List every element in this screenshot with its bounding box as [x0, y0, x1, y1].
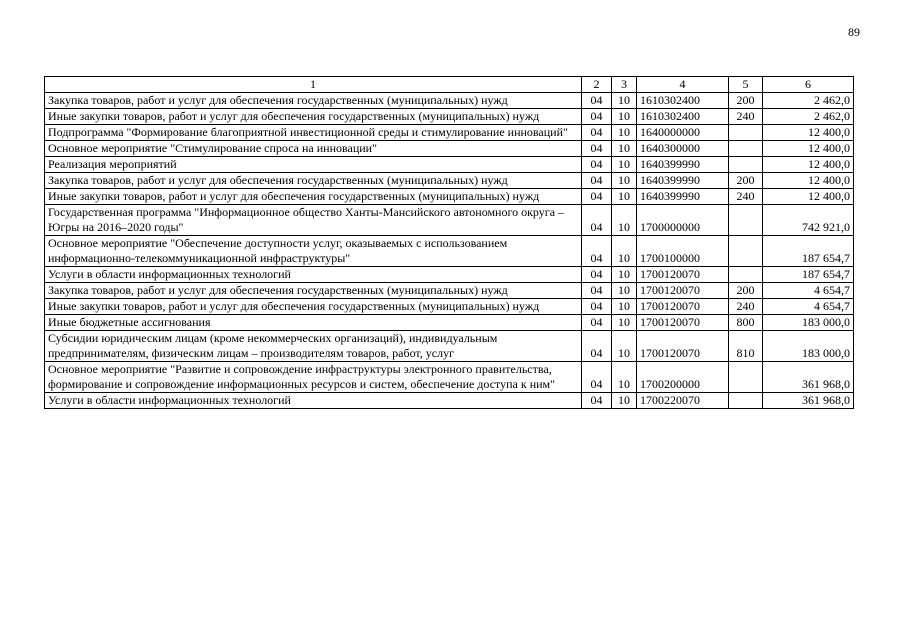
row-target-code: 1610302400	[637, 93, 729, 109]
row-name: Иные закупки товаров, работ и услуг для обеспечения государственных (муниципальных) нужд	[45, 109, 582, 125]
row-target-code: 1640000000	[637, 125, 729, 141]
column-header-amount: 6	[763, 77, 854, 93]
table-row	[45, 267, 854, 283]
row-amount: 12 400,0	[763, 125, 854, 141]
row-expense-type	[729, 267, 763, 283]
row-subsection: 10	[612, 393, 637, 409]
table-header-row	[45, 77, 854, 93]
page-number: 89	[848, 25, 860, 39]
row-name: Закупка товаров, работ и услуг для обеспечения государственных (муниципальных) нужд	[45, 283, 582, 299]
row-name: Основное мероприятие "Стимулирование спроса на инновации"	[45, 141, 582, 157]
row-amount: 183 000,0	[763, 315, 854, 331]
row-amount: 187 654,7	[763, 236, 854, 267]
row-section: 04	[582, 283, 612, 299]
row-target-code: 1700100000	[637, 236, 729, 267]
table-row	[45, 236, 854, 267]
row-name: Иные закупки товаров, работ и услуг для обеспечения государственных (муниципальных) нужд	[45, 299, 582, 315]
row-section: 04	[582, 125, 612, 141]
row-amount: 2 462,0	[763, 109, 854, 125]
table-row	[45, 141, 854, 157]
column-header-section: 2	[582, 77, 612, 93]
row-section: 04	[582, 157, 612, 173]
row-amount: 187 654,7	[763, 267, 854, 283]
row-amount: 12 400,0	[763, 157, 854, 173]
row-section: 04	[582, 205, 612, 236]
row-subsection: 10	[612, 267, 637, 283]
row-expense-type	[729, 157, 763, 173]
row-section: 04	[582, 109, 612, 125]
row-name: Подпрограмма "Формирование благоприятной инвестиционной среды и стимулирование инноваций"	[45, 125, 582, 141]
row-section: 04	[582, 93, 612, 109]
table-row	[45, 283, 854, 299]
row-section: 04	[582, 393, 612, 409]
row-subsection: 10	[612, 205, 637, 236]
row-expense-type	[729, 393, 763, 409]
table-row	[45, 125, 854, 141]
table-row	[45, 315, 854, 331]
row-target-code: 1700120070	[637, 331, 729, 362]
row-subsection: 10	[612, 141, 637, 157]
row-section: 04	[582, 299, 612, 315]
table-row	[45, 189, 854, 205]
row-expense-type	[729, 125, 763, 141]
row-expense-type	[729, 205, 763, 236]
row-section: 04	[582, 141, 612, 157]
row-target-code: 1700220070	[637, 393, 729, 409]
row-subsection: 10	[612, 125, 637, 141]
table-row	[45, 362, 854, 393]
row-subsection: 10	[612, 362, 637, 393]
row-target-code: 1610302400	[637, 109, 729, 125]
row-target-code: 1700000000	[637, 205, 729, 236]
row-amount: 361 968,0	[763, 362, 854, 393]
row-expense-type: 810	[729, 331, 763, 362]
row-target-code: 1640300000	[637, 141, 729, 157]
row-target-code: 1700120070	[637, 315, 729, 331]
row-name: Основное мероприятие "Обеспечение доступности услуг, оказываемых с использованием информационно-телекоммуникационной инфраструктуры"	[45, 236, 582, 267]
table-row	[45, 173, 854, 189]
row-name: Субсидии юридическим лицам (кроме некоммерческих организаций), индивидуальным предпринимателям, физическим лицам – производителям товаров, работ, услуг	[45, 331, 582, 362]
row-amount: 12 400,0	[763, 141, 854, 157]
row-amount: 361 968,0	[763, 393, 854, 409]
table-row	[45, 109, 854, 125]
row-expense-type: 200	[729, 93, 763, 109]
row-subsection: 10	[612, 315, 637, 331]
row-section: 04	[582, 267, 612, 283]
table-row	[45, 299, 854, 315]
row-amount: 12 400,0	[763, 173, 854, 189]
column-header-subsection: 3	[612, 77, 637, 93]
row-target-code: 1640399990	[637, 157, 729, 173]
row-subsection: 10	[612, 283, 637, 299]
row-subsection: 10	[612, 93, 637, 109]
row-name: Закупка товаров, работ и услуг для обеспечения государственных (муниципальных) нужд	[45, 93, 582, 109]
row-name: Основное мероприятие "Развитие и сопровождение инфраструктуры электронного правительства, формирование и сопровождение информационных ресурсов и систем, обеспечение доступа к ним"	[45, 362, 582, 393]
row-name: Закупка товаров, работ и услуг для обеспечения государственных (муниципальных) нужд	[45, 173, 582, 189]
row-subsection: 10	[612, 109, 637, 125]
row-section: 04	[582, 315, 612, 331]
row-target-code: 1700120070	[637, 283, 729, 299]
column-header-target-code: 4	[637, 77, 729, 93]
row-name: Иные закупки товаров, работ и услуг для обеспечения государственных (муниципальных) нужд	[45, 189, 582, 205]
row-section: 04	[582, 173, 612, 189]
budget-table	[44, 76, 854, 409]
row-name: Реализация мероприятий	[45, 157, 582, 173]
column-header-name: 1	[45, 77, 582, 93]
row-subsection: 10	[612, 189, 637, 205]
row-subsection: 10	[612, 173, 637, 189]
table-row	[45, 157, 854, 173]
row-subsection: 10	[612, 331, 637, 362]
row-expense-type: 200	[729, 173, 763, 189]
row-target-code: 1640399990	[637, 189, 729, 205]
row-expense-type	[729, 236, 763, 267]
row-name: Государственная программа "Информационное общество Ханты-Мансийского автономного округа – Югры на 2016–2020 годы"	[45, 205, 582, 236]
table-row	[45, 93, 854, 109]
row-expense-type: 800	[729, 315, 763, 331]
row-subsection: 10	[612, 299, 637, 315]
row-section: 04	[582, 236, 612, 267]
row-amount: 183 000,0	[763, 331, 854, 362]
row-target-code: 1700120070	[637, 267, 729, 283]
row-section: 04	[582, 362, 612, 393]
row-expense-type: 240	[729, 109, 763, 125]
table-row	[45, 205, 854, 236]
row-expense-type: 240	[729, 299, 763, 315]
table-row	[45, 331, 854, 362]
row-subsection: 10	[612, 236, 637, 267]
row-target-code: 1700200000	[637, 362, 729, 393]
row-amount: 4 654,7	[763, 283, 854, 299]
row-amount: 12 400,0	[763, 189, 854, 205]
row-expense-type: 240	[729, 189, 763, 205]
row-name: Услуги в области информационных технологий	[45, 393, 582, 409]
table-row	[45, 393, 854, 409]
row-amount: 742 921,0	[763, 205, 854, 236]
row-amount: 2 462,0	[763, 93, 854, 109]
row-expense-type	[729, 362, 763, 393]
row-section: 04	[582, 331, 612, 362]
row-expense-type	[729, 141, 763, 157]
row-amount: 4 654,7	[763, 299, 854, 315]
column-header-expense-type: 5	[729, 77, 763, 93]
row-subsection: 10	[612, 157, 637, 173]
row-target-code: 1640399990	[637, 173, 729, 189]
row-name: Услуги в области информационных технологий	[45, 267, 582, 283]
row-expense-type: 200	[729, 283, 763, 299]
row-target-code: 1700120070	[637, 299, 729, 315]
row-name: Иные бюджетные ассигнования	[45, 315, 582, 331]
row-section: 04	[582, 189, 612, 205]
